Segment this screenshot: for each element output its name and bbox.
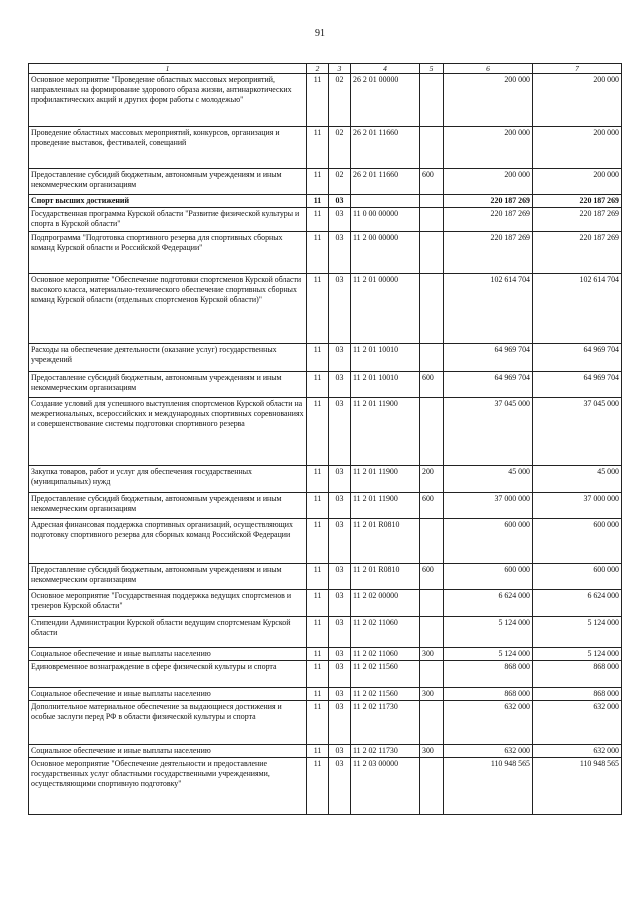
target-article-code-cell: 11 2 02 11730: [351, 701, 420, 745]
item-name-cell: Предоставление субсидий бюджетным, автономным учреждениям и иным некоммерческим организациям: [29, 564, 307, 590]
item-name-cell: Проведение областных массовых мероприятий, конкурсов, организация и проведение выставок, фестивалей, совещаний: [29, 127, 307, 169]
amount-year-2-cell: 200 000: [533, 74, 622, 127]
table-row: [29, 617, 622, 648]
amount-year-1-cell: 220 187 269: [444, 195, 533, 208]
expense-type-code-cell: [420, 519, 444, 564]
table-row: [29, 372, 622, 398]
section-code-cell: 11: [307, 127, 329, 169]
amount-year-2-cell: 37 045 000: [533, 398, 622, 466]
column-header-row: [29, 64, 622, 74]
column-header: 3: [329, 64, 351, 74]
table-row: [29, 195, 622, 208]
subsection-code-cell: 03: [329, 590, 351, 617]
amount-year-1-cell: 632 000: [444, 701, 533, 745]
item-name-cell: Социальное обеспечение и иные выплаты населению: [29, 745, 307, 758]
column-header: 5: [420, 64, 444, 74]
target-article-code-cell: 11 2 01 11900: [351, 466, 420, 493]
item-name-cell: Основное мероприятие "Обеспечение подготовки спортсменов Курской области высокого класса, материально-технического обеспечение спортивных сборных команд Курской области (отдельных спортсменов Курской области)": [29, 274, 307, 344]
amount-year-2-cell: 220 187 269: [533, 232, 622, 274]
amount-year-2-cell: 200 000: [533, 169, 622, 195]
target-article-code-cell: 11 2 03 00000: [351, 757, 420, 814]
table-row: [29, 74, 622, 127]
column-header: 2: [307, 64, 329, 74]
subsection-code-cell: 03: [329, 195, 351, 208]
column-header: 7: [533, 64, 622, 74]
budget-table: [28, 63, 622, 815]
target-article-code-cell: 11 2 01 11900: [351, 493, 420, 519]
section-code-cell: 11: [307, 617, 329, 648]
amount-year-2-cell: 200 000: [533, 127, 622, 169]
amount-year-1-cell: 5 124 000: [444, 617, 533, 648]
target-article-code-cell: 26 2 01 00000: [351, 74, 420, 127]
target-article-code-cell: 11 2 01 10010: [351, 344, 420, 372]
amount-year-1-cell: 64 969 704: [444, 372, 533, 398]
expense-type-code-cell: [420, 274, 444, 344]
expense-type-code-cell: [420, 232, 444, 274]
section-code-cell: 11: [307, 688, 329, 701]
table-row: [29, 564, 622, 590]
expense-type-code-cell: 600: [420, 493, 444, 519]
table-row: [29, 208, 622, 232]
item-name-cell: Создание условий для успешного выступления спортсменов Курской области на межрегиональных, всероссийских и международных спортивных соревнованиях и совершенствование системы подготовки спортивного резерва: [29, 398, 307, 466]
target-article-code-cell: 26 2 01 11660: [351, 127, 420, 169]
subsection-code-cell: 03: [329, 232, 351, 274]
amount-year-2-cell: 45 000: [533, 466, 622, 493]
page-number: 91: [315, 28, 325, 39]
amount-year-1-cell: 632 000: [444, 745, 533, 758]
subsection-code-cell: 03: [329, 564, 351, 590]
target-article-code-cell: 11 2 02 11560: [351, 688, 420, 701]
amount-year-2-cell: 632 000: [533, 745, 622, 758]
table-row: [29, 493, 622, 519]
item-name-cell: Предоставление субсидий бюджетным, автономным учреждениям и иным некоммерческим организациям: [29, 169, 307, 195]
expense-type-code-cell: [420, 127, 444, 169]
expense-type-code-cell: [420, 74, 444, 127]
amount-year-2-cell: 220 187 269: [533, 208, 622, 232]
amount-year-1-cell: 5 124 000: [444, 648, 533, 661]
amount-year-2-cell: 6 624 000: [533, 590, 622, 617]
target-article-code-cell: 11 2 01 00000: [351, 274, 420, 344]
amount-year-2-cell: 600 000: [533, 519, 622, 564]
amount-year-1-cell: 600 000: [444, 564, 533, 590]
section-code-cell: 11: [307, 519, 329, 564]
subsection-code-cell: 03: [329, 493, 351, 519]
amount-year-1-cell: 110 948 565: [444, 757, 533, 814]
column-header: 4: [351, 64, 420, 74]
table-row: [29, 701, 622, 745]
subsection-code-cell: 03: [329, 466, 351, 493]
subsection-code-cell: 03: [329, 519, 351, 564]
subsection-code-cell: 03: [329, 344, 351, 372]
expense-type-code-cell: [420, 701, 444, 745]
section-code-cell: 11: [307, 701, 329, 745]
section-code-cell: 11: [307, 169, 329, 195]
amount-year-1-cell: 200 000: [444, 127, 533, 169]
expense-type-code-cell: [420, 344, 444, 372]
item-name-cell: Закупка товаров, работ и услуг для обеспечения государственных (муниципальных) нужд: [29, 466, 307, 493]
section-code-cell: 11: [307, 590, 329, 617]
item-name-cell: Государственная программа Курской области "Развитие физической культуры и спорта в Курской области": [29, 208, 307, 232]
expense-type-code-cell: [420, 195, 444, 208]
item-name-cell: Основное мероприятие "Государственная поддержка ведущих спортсменов и тренеров Курской области": [29, 590, 307, 617]
table-row: [29, 745, 622, 758]
subsection-code-cell: 03: [329, 701, 351, 745]
expense-type-code-cell: [420, 398, 444, 466]
expense-type-code-cell: 300: [420, 688, 444, 701]
expense-type-code-cell: [420, 661, 444, 688]
amount-year-1-cell: 45 000: [444, 466, 533, 493]
section-code-cell: 11: [307, 74, 329, 127]
expense-type-code-cell: 200: [420, 466, 444, 493]
amount-year-2-cell: 64 969 704: [533, 344, 622, 372]
subsection-code-cell: 02: [329, 74, 351, 127]
section-code-cell: 11: [307, 232, 329, 274]
subsection-code-cell: 03: [329, 757, 351, 814]
subsection-code-cell: 03: [329, 208, 351, 232]
item-name-cell: Стипендии Администрации Курской области ведущим спортсменам Курской области: [29, 617, 307, 648]
expense-type-code-cell: 300: [420, 745, 444, 758]
amount-year-2-cell: 5 124 000: [533, 648, 622, 661]
table-row: [29, 519, 622, 564]
table-row: [29, 648, 622, 661]
table-row: [29, 169, 622, 195]
column-header: 1: [29, 64, 307, 74]
item-name-cell: Дополнительное материальное обеспечение за выдающиеся достижения и особые заслуги перед РФ в области физической культуры и спорта: [29, 701, 307, 745]
amount-year-2-cell: 220 187 269: [533, 195, 622, 208]
amount-year-1-cell: 868 000: [444, 688, 533, 701]
expense-type-code-cell: 300: [420, 648, 444, 661]
section-code-cell: 11: [307, 745, 329, 758]
amount-year-2-cell: 110 948 565: [533, 757, 622, 814]
section-code-cell: 11: [307, 195, 329, 208]
expense-type-code-cell: [420, 208, 444, 232]
target-article-code-cell: 11 2 00 00000: [351, 232, 420, 274]
item-name-cell: Спорт высших достижений: [29, 195, 307, 208]
target-article-code-cell: 26 2 01 11660: [351, 169, 420, 195]
expense-type-code-cell: [420, 617, 444, 648]
amount-year-2-cell: 632 000: [533, 701, 622, 745]
target-article-code-cell: 11 2 02 11730: [351, 745, 420, 758]
amount-year-2-cell: 868 000: [533, 661, 622, 688]
amount-year-2-cell: 5 124 000: [533, 617, 622, 648]
item-name-cell: Основное мероприятие "Проведение областных массовых мероприятий, направленных на формирование здорового образа жизни, антинаркотических профилактических акций и других форм работы с молодежью": [29, 74, 307, 127]
amount-year-1-cell: 37 000 000: [444, 493, 533, 519]
item-name-cell: Расходы на обеспечение деятельности (оказание услуг) государственных учреждений: [29, 344, 307, 372]
amount-year-1-cell: 200 000: [444, 74, 533, 127]
subsection-code-cell: 03: [329, 661, 351, 688]
table-row: [29, 398, 622, 466]
item-name-cell: Предоставление субсидий бюджетным, автономным учреждениям и иным некоммерческим организациям: [29, 493, 307, 519]
amount-year-1-cell: 64 969 704: [444, 344, 533, 372]
table-row: [29, 688, 622, 701]
target-article-code-cell: 11 2 01 R0810: [351, 564, 420, 590]
item-name-cell: Основное мероприятие "Обеспечение деятельности и предоставление государственных услуг областными государственными учреждениями, осуществляющими спортивную подготовку": [29, 757, 307, 814]
expense-type-code-cell: 600: [420, 372, 444, 398]
table-row: [29, 274, 622, 344]
column-header: 6: [444, 64, 533, 74]
item-name-cell: Социальное обеспечение и иные выплаты населению: [29, 648, 307, 661]
target-article-code-cell: 11 2 02 00000: [351, 590, 420, 617]
amount-year-2-cell: 102 614 704: [533, 274, 622, 344]
section-code-cell: 11: [307, 208, 329, 232]
subsection-code-cell: 02: [329, 127, 351, 169]
subsection-code-cell: 03: [329, 274, 351, 344]
target-article-code-cell: 11 2 01 10010: [351, 372, 420, 398]
table-row: [29, 661, 622, 688]
table-row: [29, 232, 622, 274]
target-article-code-cell: [351, 195, 420, 208]
subsection-code-cell: 03: [329, 398, 351, 466]
target-article-code-cell: 11 0 00 00000: [351, 208, 420, 232]
expense-type-code-cell: [420, 757, 444, 814]
section-code-cell: 11: [307, 564, 329, 590]
item-name-cell: Адресная финансовая поддержка спортивных организаций, осуществляющих подготовку спортивного резерва для сборных команд Российской Федерации: [29, 519, 307, 564]
subsection-code-cell: 03: [329, 648, 351, 661]
section-code-cell: 11: [307, 344, 329, 372]
table-row: [29, 590, 622, 617]
amount-year-2-cell: 600 000: [533, 564, 622, 590]
amount-year-2-cell: 868 000: [533, 688, 622, 701]
target-article-code-cell: 11 2 01 R0810: [351, 519, 420, 564]
expense-type-code-cell: 600: [420, 564, 444, 590]
table-row: [29, 466, 622, 493]
subsection-code-cell: 02: [329, 169, 351, 195]
expense-type-code-cell: [420, 590, 444, 617]
target-article-code-cell: 11 2 02 11060: [351, 648, 420, 661]
section-code-cell: 11: [307, 398, 329, 466]
section-code-cell: 11: [307, 661, 329, 688]
amount-year-1-cell: 37 045 000: [444, 398, 533, 466]
section-code-cell: 11: [307, 493, 329, 519]
amount-year-1-cell: 600 000: [444, 519, 533, 564]
amount-year-2-cell: 37 000 000: [533, 493, 622, 519]
subsection-code-cell: 03: [329, 745, 351, 758]
section-code-cell: 11: [307, 757, 329, 814]
section-code-cell: 11: [307, 274, 329, 344]
amount-year-1-cell: 200 000: [444, 169, 533, 195]
item-name-cell: Социальное обеспечение и иные выплаты населению: [29, 688, 307, 701]
table-row: [29, 344, 622, 372]
expense-type-code-cell: 600: [420, 169, 444, 195]
section-code-cell: 11: [307, 648, 329, 661]
table-row: [29, 127, 622, 169]
subsection-code-cell: 03: [329, 372, 351, 398]
amount-year-1-cell: 868 000: [444, 661, 533, 688]
section-code-cell: 11: [307, 466, 329, 493]
target-article-code-cell: 11 2 01 11900: [351, 398, 420, 466]
item-name-cell: Предоставление субсидий бюджетным, автономным учреждениям и иным некоммерческим организациям: [29, 372, 307, 398]
amount-year-1-cell: 220 187 269: [444, 232, 533, 274]
section-code-cell: 11: [307, 372, 329, 398]
amount-year-1-cell: 220 187 269: [444, 208, 533, 232]
amount-year-1-cell: 6 624 000: [444, 590, 533, 617]
subsection-code-cell: 03: [329, 617, 351, 648]
subsection-code-cell: 03: [329, 688, 351, 701]
amount-year-2-cell: 64 969 704: [533, 372, 622, 398]
item-name-cell: Единовременное вознаграждение в сфере физической культуры и спорта: [29, 661, 307, 688]
target-article-code-cell: 11 2 02 11560: [351, 661, 420, 688]
target-article-code-cell: 11 2 02 11060: [351, 617, 420, 648]
item-name-cell: Подпрограмма "Подготовка спортивного резерва для спортивных сборных команд Курской области и Российской Федерации": [29, 232, 307, 274]
amount-year-1-cell: 102 614 704: [444, 274, 533, 344]
table-row: [29, 757, 622, 814]
